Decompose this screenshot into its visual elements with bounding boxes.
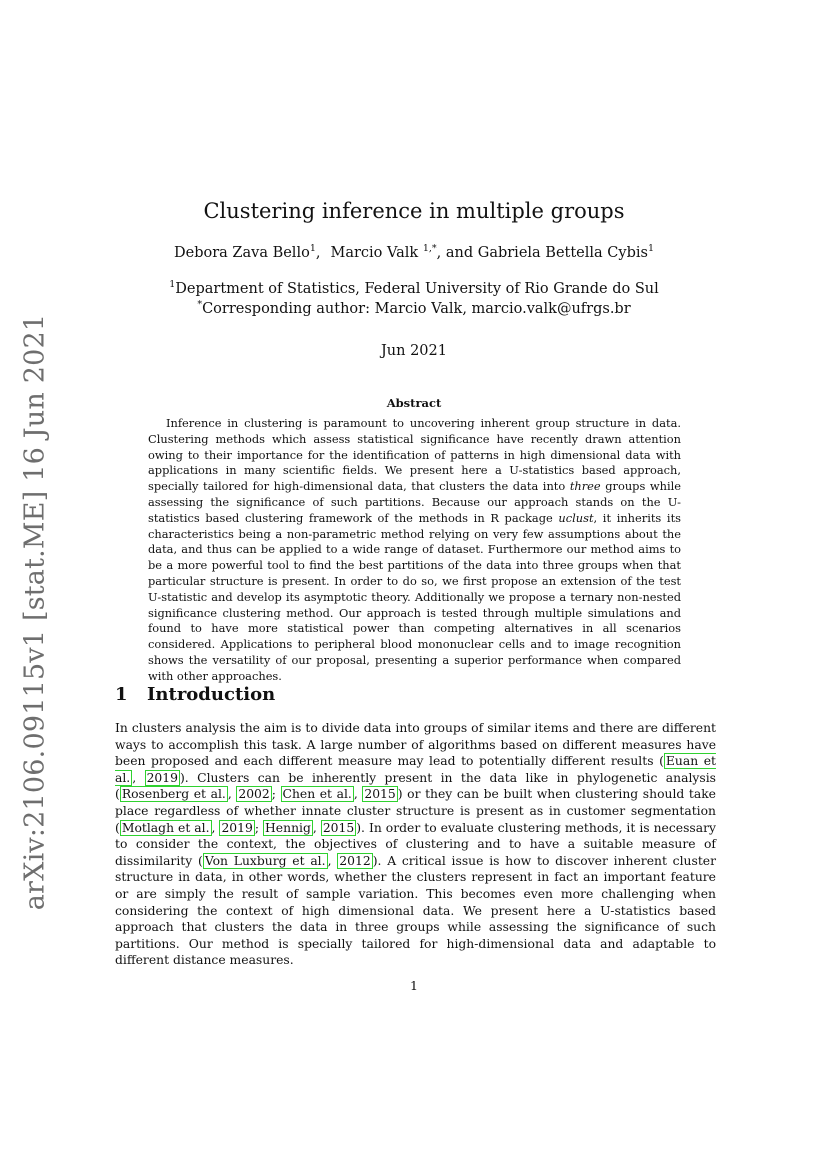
page-number: 1 xyxy=(410,978,418,993)
author-name: Debora Zava Bello xyxy=(174,245,310,261)
paper-title: Clustering inference in multiple groups xyxy=(203,199,625,223)
author-list: Debora Zava Bello$^1$, Marcio Valk $^{1,*}$, and Gabriela Bettella Cybis$^1$ xyxy=(174,243,654,261)
citation-link[interactable]: Chen et al. xyxy=(282,787,352,802)
citation-link[interactable]: 2019 xyxy=(146,770,178,785)
abstract-body: Inference in clustering is paramount to uncovering inherent group structure in data. Clustering methods which assess statistical significance have recently drawn attention owing to their importance for the identification of patterns in high dimensional data with applications in many scientific fields. We present here a U-statistics based approach, specially tailored for high-dimensional data, that clusters the data into three groups while assessing the significance of such partitions. Because our approach stands on the U-statistics based clustering framework of the methods in R package uclust, it inherits its characteristics being a non-parametric method relying on very few assumptions about the data, and thus can be applied to a wide range of dataset. Furthermore our method aims to be a more powerful tool to find the best partitions of the data into three groups when that particular structure is present. In order to do so, we first propose an extension of the test U-statistic and develop its asymptotic theory. Additionally we propose a ternary non-nested significance clustering method. Our approach is tested through multiple simulations and found to have more statistical power than competing alternatives in all scenarios considered. Applications to peripheral blood mononuclear cells and to image recognition shows the versatility of our proposal, presenting a superior performance when compared with other approaches. xyxy=(148,416,681,683)
citation-link[interactable]: Von Luxburg et al. xyxy=(204,853,326,868)
introduction-paragraph: In clusters analysis the aim is to divide data into groups of similar items and there are different ways to accomplish this task. A large number of algorithms based on different measures have been proposed and each different measure may lead to potentially different results ( Euan et al. , 2019 ). Clusters can be inherently present in the data like in phylogenetic analysis ( Rosenberg et al. , 2002 ; Chen et al. , 2015 ) or they can be built when clustering should take place regardless of whether innate cluster structure is present as in customer segmentation ( Motlagh et al. , 2019 ; Hennig , 2015 ). In order to evaluate clustering methods, it is necessary to consider the context, the objectives of clustering and to have a suitable measure of dissimilarity ( Von Luxburg et al. , 2012 ). A critical issue is how to discover inherent cluster structure in data, in other words, whether the clusters represent in fact an important feature or are simply the result of sample variation. This becomes even more challenging when considering the context of high dimensional data. We present here a U-statistics based approach that clusters the data in three groups while assessing the significance of such partitions. Our method is specially tailored for high-dimensional data and adaptable to different distance measures. xyxy=(115,721,716,968)
citation-link[interactable]: 2019 xyxy=(221,820,253,835)
citation-link[interactable]: 2015 xyxy=(322,820,355,835)
author-mark: 1 xyxy=(647,243,654,255)
corresponding-line xyxy=(0,299,828,319)
section-heading xyxy=(115,684,275,705)
citation-link[interactable]: 2015 xyxy=(364,787,396,802)
affiliation-text: Department of Statistics, Federal University of Rio Grande do Sul xyxy=(175,281,659,297)
abstract-emphasis: three xyxy=(569,479,601,494)
citation-link[interactable]: 2002 xyxy=(238,787,270,802)
section-title: Introduction xyxy=(147,684,276,705)
author-mark: 1,* xyxy=(422,243,437,255)
author-mark: 1 xyxy=(309,243,316,255)
affiliation-line xyxy=(0,279,828,299)
citation-link[interactable]: 2012 xyxy=(339,853,371,868)
corresponding-mark: * xyxy=(197,299,203,311)
author-name: Marcio Valk xyxy=(330,245,419,261)
citation-link[interactable]: Rosenberg et al. xyxy=(121,787,226,802)
abstract-emphasis: uclust xyxy=(558,510,594,525)
citation-link[interactable]: Hennig xyxy=(265,820,311,835)
citation-link[interactable]: Motlagh et al. xyxy=(121,820,210,835)
arxiv-identifier: arXiv:2106.09115v1 [stat.ME] 16 Jun 2021 xyxy=(19,313,51,911)
paper-date: Jun 2021 xyxy=(380,343,447,359)
abstract-heading: Abstract xyxy=(386,396,442,410)
affiliation-mark: 1 xyxy=(169,279,176,291)
affiliations xyxy=(0,279,828,319)
corresponding-text: Corresponding author: Marcio Valk, marcio.valk@ufrgs.br xyxy=(202,301,631,317)
author-name: and Gabriela Bettella Cybis xyxy=(445,245,648,261)
section-number: 1 xyxy=(115,684,128,705)
citation-link[interactable]: Euan et al. xyxy=(115,754,716,785)
